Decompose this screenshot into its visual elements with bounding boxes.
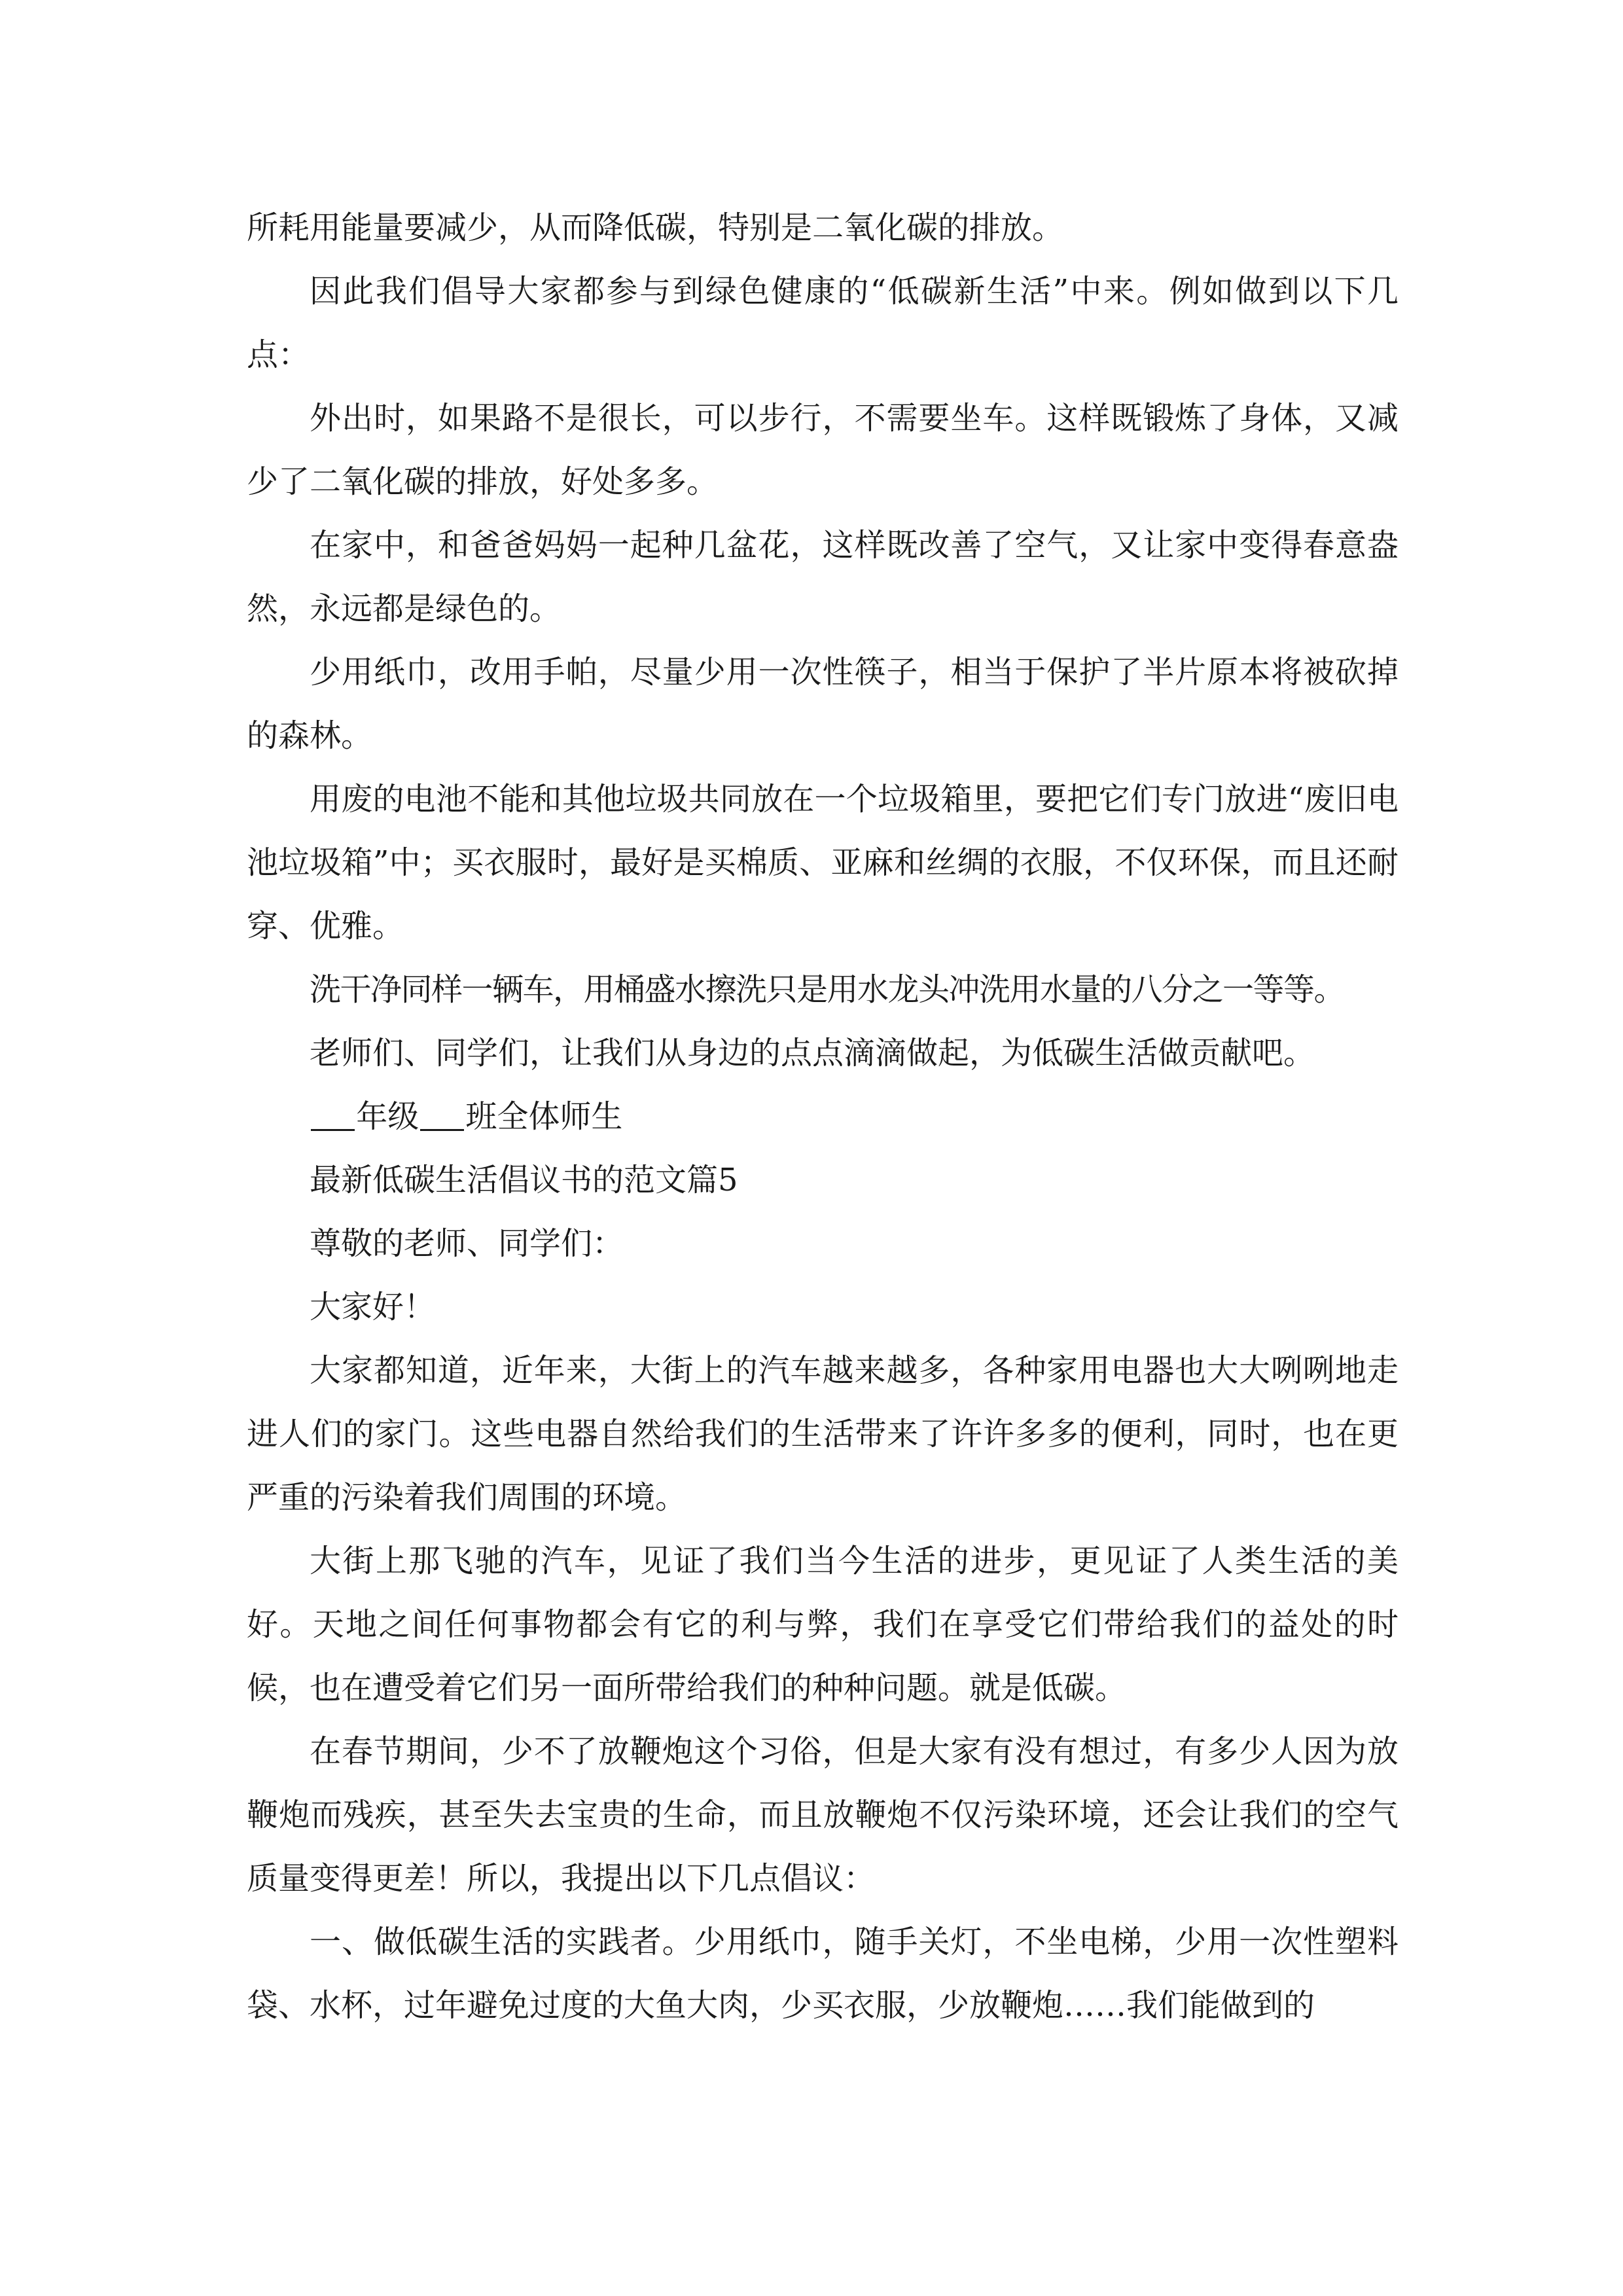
paragraph-handkerchief: 少用纸巾，改用手帕，尽量少用一次性筷子，相当于保护了半片原本将被砍掉的森林。 xyxy=(247,654,1399,754)
greeting: 大家好！ xyxy=(310,1289,436,1325)
paragraph-car-wash: 洗干净同样一辆车，用桶盛水擦洗只是用水龙头冲洗用水量的八分之一等等。 xyxy=(310,971,1345,1008)
paragraph-firecrackers: 在春节期间，少不了放鞭炮这个习俗，但是大家有没有想过，有多少人因为放鞭炮而残疾，甚至失去宝贵的生命，而且放鞭炮不仅污染环境，还会让我们的空气质量变得更差！所以，我提出以下几点倡议： xyxy=(247,1733,1399,1897)
paragraph-appliances: 大家都知道，近年来，大街上的汽车越来越多，各种家用电器也大大咧咧地走进人们的家门。这些电器自然给我们的生活带来了许许多多的便利，同时，也在更严重的污染着我们周围的环境。 xyxy=(247,1352,1399,1516)
class-suffix: 班全体师生 xyxy=(465,1098,623,1135)
paragraph-continuation: 所耗用能量要减少，从而降低碳，特别是二氧化碳的排放。 xyxy=(247,209,1064,246)
paragraph-cars: 大街上那飞驰的汽车，见证了我们当今生活的进步，更见证了人类生活的美好。天地之间任何事物都会有它的利与弊，我们在享受它们带给我们的益处的时候，也在遭受着它们另一面所带给我们的种种问题。就是低碳。 xyxy=(247,1543,1399,1706)
paragraph-walking: 外出时，如果路不是很长，可以步行，不需要坐车。这样既锻炼了身体，又减少了二氧化碳的排放，好处多多。 xyxy=(247,400,1399,500)
grade-blank xyxy=(311,1099,355,1131)
salutation: 尊敬的老师、同学们： xyxy=(310,1225,624,1262)
paragraph-advocacy-intro: 因此我们倡导大家都参与到绿色健康的“低碳新生活”中来。例如做到以下几点： xyxy=(247,273,1399,373)
signature-line xyxy=(247,1085,1399,1149)
class-blank xyxy=(420,1099,464,1131)
document-body xyxy=(247,196,1399,2037)
paragraph-flowers: 在家中，和爸爸妈妈一起种几盆花，这样既改善了空气，又让家中变得春意盎然，永远都是绿色的。 xyxy=(247,527,1399,627)
grade-suffix: 年级 xyxy=(356,1098,419,1135)
paragraph-closing-call: 老师们、同学们，让我们从身边的点点滴滴做起，为低碳生活做贡献吧。 xyxy=(310,1035,1315,1071)
paragraph-proposal-one: 一、做低碳生活的实践者。少用纸巾，随手关灯，不坐电梯，少用一次性塑料袋、水杯，过年避免过度的大鱼大肉，少买衣服，少放鞭炮……我们能做到的 xyxy=(247,1924,1399,2024)
section-title: 最新低碳生活倡议书的范文篇5 xyxy=(310,1162,738,1198)
paragraph-batteries: 用废的电池不能和其他垃圾共同放在一个垃圾箱里，要把它们专门放进“废旧电池垃圾箱”中；买衣服时，最好是买棉质、亚麻和丝绸的衣服，不仅环保，而且还耐穿、优雅。 xyxy=(247,781,1399,944)
